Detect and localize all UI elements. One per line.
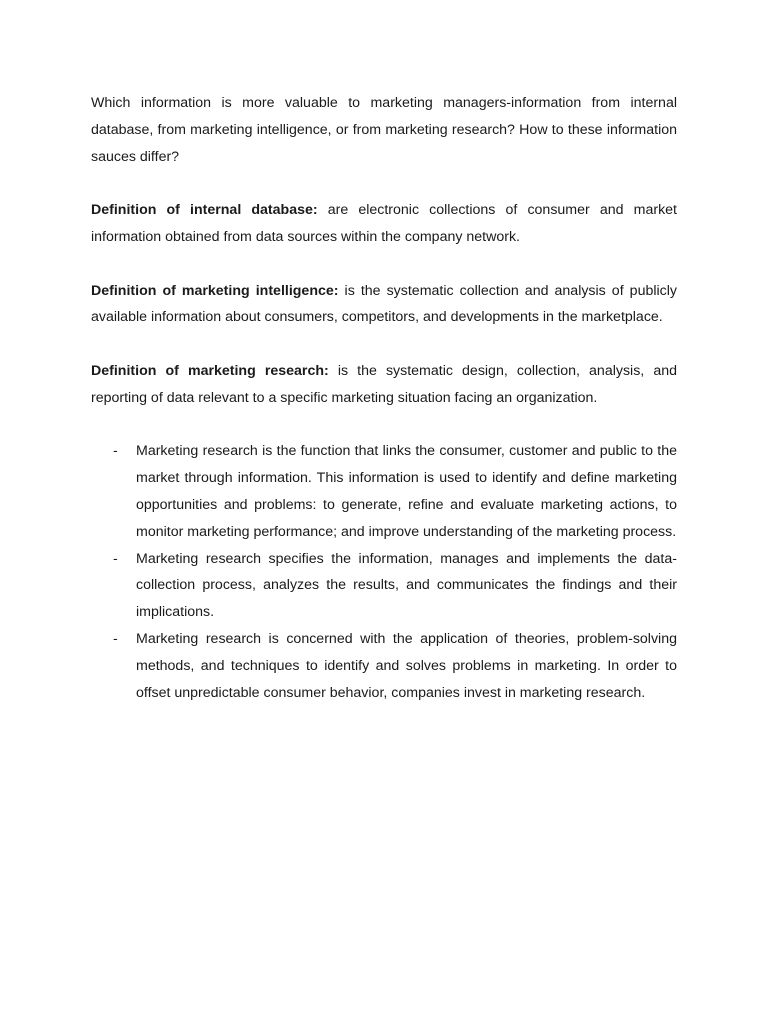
definition-term: Definition of marketing intelligence: (91, 282, 339, 299)
definition-marketing-research (91, 358, 677, 412)
definition-text: are electronic collections of consumer and market information obtained from data sources within the company network. (91, 202, 677, 245)
spacer (91, 251, 677, 278)
list-item-text: Marketing research specifies the information, manages and implements the data-collection process, analyzes the results, and communicates the findings and their implications. (136, 550, 677, 621)
list-item-text: Marketing research is concerned with the application of theories, problem-solving methods, and techniques to identify and solves problems in marketing. In order to offset unpredictable consumer behavior, companies invest in marketing research. (136, 630, 677, 701)
bullet-list (91, 438, 677, 706)
definition-term: Definition of internal database: (91, 202, 318, 219)
definition-term: Definition of marketing research: (91, 362, 329, 379)
definition-internal-database (91, 197, 677, 251)
question-paragraph: Which information is more valuable to marketing managers-information from internal database, from marketing intelligence, or from marketing research? How to these information sauces differ? (91, 95, 677, 165)
document-page (91, 90, 677, 706)
spacer (91, 412, 677, 439)
definition-text: is the systematic design, collection, analysis, and reporting of data relevant to a specific marketing situation facing an organization. (91, 362, 677, 406)
definition-marketing-intelligence (91, 278, 677, 332)
list-item (91, 438, 677, 545)
definition-text: is the systematic collection and analysis of publicly available information about consumers, competitors, and developments in the marketplace. (91, 282, 677, 326)
list-item (91, 626, 677, 706)
spacer (91, 331, 677, 358)
list-item (91, 546, 677, 626)
spacer (91, 170, 677, 197)
bullet-dash: - (113, 630, 118, 647)
bullet-dash: - (113, 550, 118, 567)
bullet-dash: - (113, 443, 118, 460)
list-item-text: Marketing research is the function that links the consumer, customer and public to the market through information. This information is used to identify and define marketing opportunities and problems: to generate, refine and evaluate marketing actions, to monitor marketing performance; and improve understanding of the marketing process. (136, 443, 677, 540)
